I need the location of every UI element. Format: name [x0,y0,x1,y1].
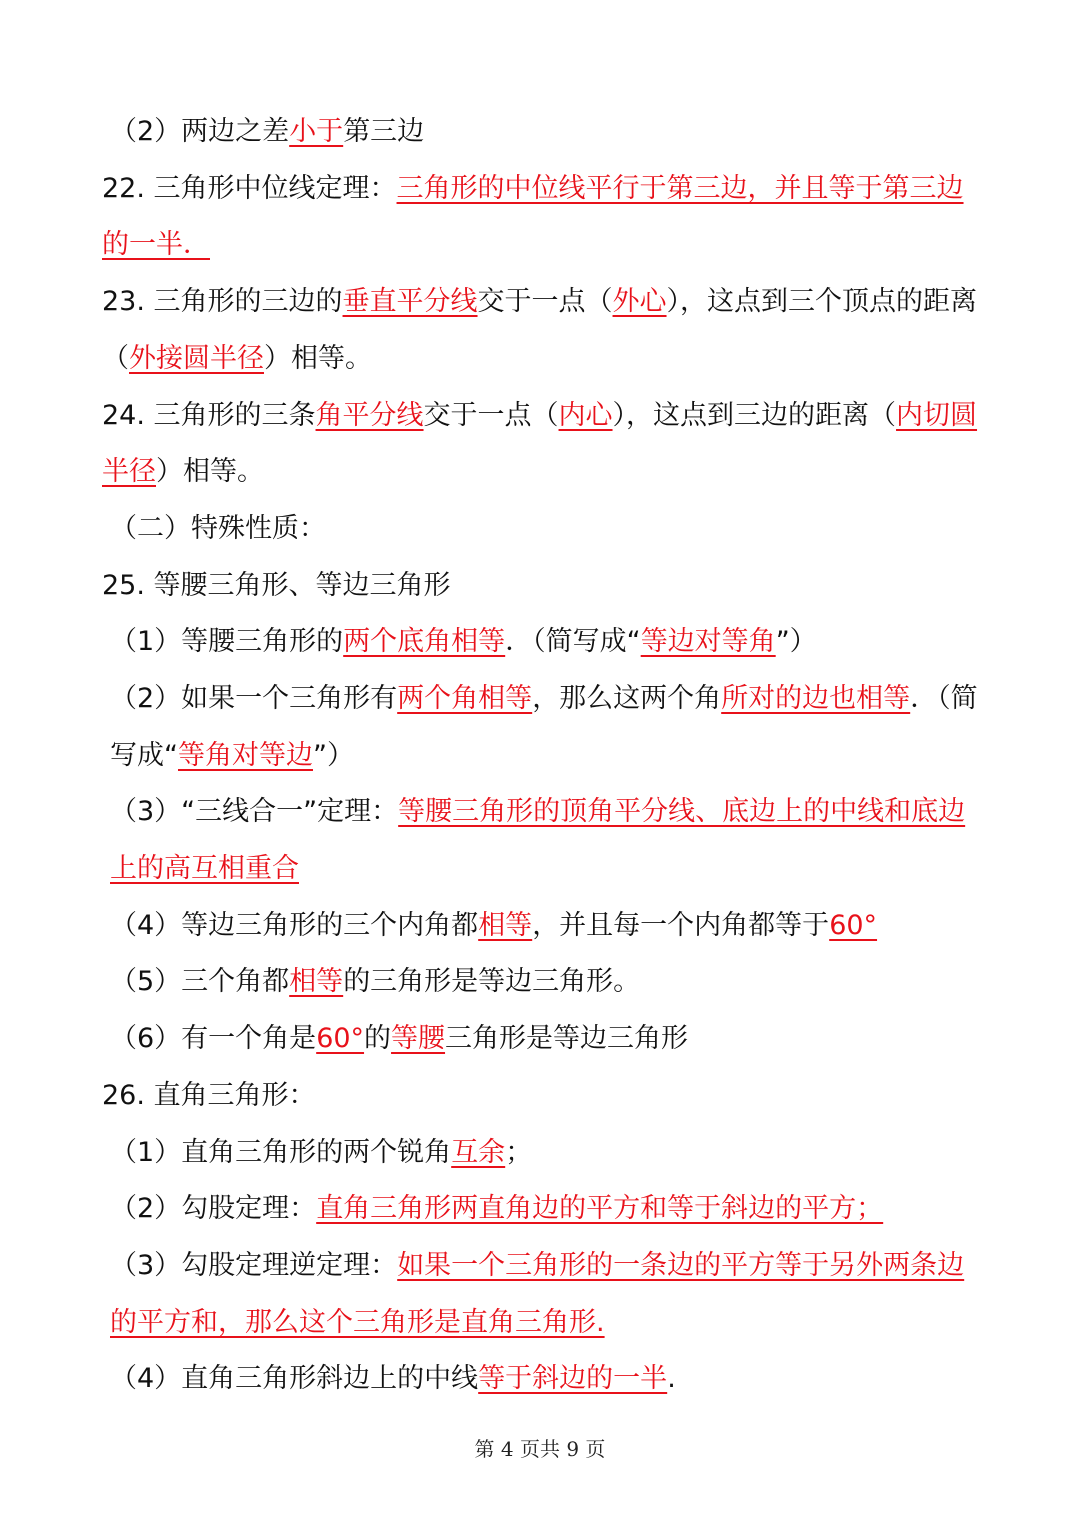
answer-blank: 三角形的中位线平行于第三边，并且等于第三边的一半． [102,172,964,261]
item-25-5: （5）三个角都相等的三角形是等边三角形。 [110,966,641,998]
item-25-heading: 25. 等腰三角形、等边三角形 [102,569,451,601]
item-25-2: （2）如果一个三角形有两个角相等，那么这两个角所对的边也相等．（简写成“等角对等边”） [110,682,978,771]
answer-blank: 如果一个三角形的一条边的平方等于另外两条边的平方和，那么这个三角形是直角三角形. [110,1249,965,1338]
item-25-6: （6）有一个角是60°的等腰三角形是等边三角形 [110,1023,689,1055]
answer-blank: 60° [316,1023,365,1055]
answer-blank: 两个底角相等 [343,626,506,658]
answer-blank: 内切圆半径 [102,399,978,488]
item-26-4: （4）直角三角形斜边上的中线等于斜边的一半. [110,1363,676,1395]
answer-blank: 内心 [558,399,613,431]
answer-blank: 等角对等边 [178,739,313,771]
item-25-4: （4）等边三角形的三个内角都相等，并且每一个内角都等于60° [110,909,878,941]
item-24-incenter: 24. 三角形的三条角平分线交于一点（内心），这点到三边的距离（内切圆半径）相等。 [102,399,978,488]
answer-blank: 外心 [612,286,667,318]
item-26-1: （1）直角三角形的两个锐角互余； [110,1136,533,1168]
answer-blank: 角平分线 [315,399,424,431]
answer-blank: 等腰三角形的顶角平分线、底边上的中线和底边上的高互相重合 [110,796,966,885]
answer-blank: 相等 [478,909,533,941]
answer-blank: 两个角相等 [397,682,533,714]
answer-blank: 等边对等角 [640,626,776,658]
item-25-1: （1）等腰三角形的两个底角相等．（简写成“等边对等角”） [110,626,817,658]
item-26-3: （3）勾股定理逆定理：如果一个三角形的一条边的平方等于另外两条边的平方和，那么这个三角形是直角三角形. [110,1249,965,1338]
item-25-3: （3）“三线合一”定理：等腰三角形的顶角平分线、底边上的中线和底边上的高互相重合 [110,796,966,885]
answer-blank: 相等 [289,966,344,998]
answer-blank: 60° [829,909,878,941]
section-heading-special-properties: （二）特殊性质： [110,512,326,544]
answer-blank: 互余 [451,1136,506,1168]
item-23-circumcenter: 23. 三角形的三边的垂直平分线交于一点（外心），这点到三个顶点的距离（外接圆半径）相等。 [102,286,978,374]
document-body [102,104,980,1408]
answer-blank: 等于斜边的一半 [478,1363,668,1395]
page-footer: 第 4 页共 9 页 [474,1437,606,1461]
answer-blank: 外接圆半径 [129,342,264,374]
item-triangle-inequality-2: （2）两边之差小于第三边 [110,116,425,147]
item-26-heading: 26. 直角三角形： [102,1079,316,1111]
answer-blank: 等腰 [391,1023,446,1055]
item-22-midline-theorem: 22. 三角形中位线定理：三角形的中位线平行于第三边，并且等于第三边的一半． [102,172,964,261]
answer-blank: 垂直平分线 [342,286,478,318]
answer-blank: 直角三角形两直角边的平方和等于斜边的平方； [316,1193,884,1225]
answer-blank: 小于 [289,116,344,147]
answer-blank: 所对的边也相等 [721,682,911,714]
item-26-2: （2）勾股定理：直角三角形两直角边的平方和等于斜边的平方； [110,1193,884,1225]
